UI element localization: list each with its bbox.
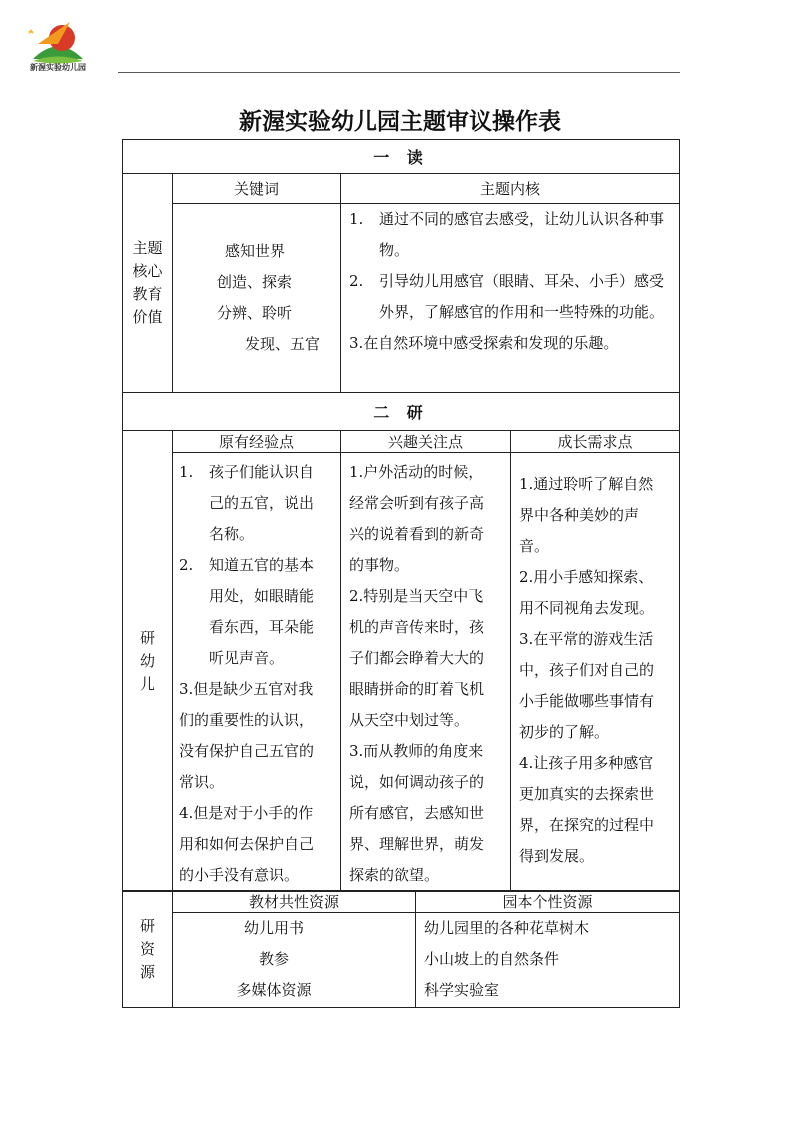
- resource-item: 多媒体资源: [236, 981, 312, 999]
- list-item: 4.但是对于小手的作用和如何去保护自己的小手没有意识。: [179, 804, 315, 884]
- logo-name: 新渥实验幼儿园: [30, 63, 86, 72]
- core-value-label: 主题核心教育价值: [123, 174, 173, 393]
- keywords-header: 关键词: [173, 174, 341, 204]
- list-item: 3.在自然环境中感受探索和发现的乐趣。: [349, 334, 619, 352]
- common-resources-header: 教材共性资源: [173, 891, 416, 913]
- list-item: 2. 知道五官的基本用处，如眼睛能看东西，耳朵能听见声音。: [179, 556, 315, 667]
- list-item: 4.让孩子用多种感官更加真实的去探索世界，在探究的过程中得到发展。: [519, 754, 655, 865]
- resource-item: 幼儿园里的各种花草树木: [424, 919, 590, 937]
- list-item: 1. 通过不同的感官去感受，让幼儿认识各种事物。: [349, 210, 665, 259]
- list-item: 2.用小手感知探索、用不同视角去发现。: [519, 568, 655, 617]
- interest-header: 兴趣关注点: [341, 431, 511, 453]
- growth-needs-cell: [511, 453, 680, 892]
- list-item: 3.但是缺少五官对我们的重要性的认识，没有保护自己五官的常识。: [179, 680, 315, 791]
- page-title: 新渥实验幼儿园主题审议操作表: [239, 108, 561, 135]
- local-resources-cell: [416, 913, 680, 1008]
- list-item: 3.在平常的游戏生活中，孩子们对自己的小手能做哪些事情有初步的了解。: [519, 630, 655, 741]
- list-item: 2.特别是当天空中飞机的声音传来时，孩子们都会睁着大大的眼睛拼命的盯着飞机从天空中划过等。: [349, 587, 485, 729]
- resource-item: 科学实验室: [424, 981, 500, 999]
- section-read-heading: 一 读: [123, 140, 680, 174]
- theme-core-header: 主题内核: [341, 174, 680, 204]
- section-read-table: [122, 139, 680, 393]
- list-item: 2. 引导幼儿用感官（眼睛、耳朵、小手）感受外界，了解感官的作用和一些特殊的功能。: [349, 272, 665, 321]
- local-resources-header: 园本个性资源: [416, 891, 680, 913]
- list-item: 1.户外活动的时候，经常会听到有孩子高兴的说着看到的新奇的事物。: [349, 463, 485, 574]
- prior-experience-header: 原有经验点: [173, 431, 341, 453]
- section-study-heading: 二 研: [123, 393, 680, 431]
- study-resources-label: 研资源: [123, 891, 173, 1008]
- list-item: 1.通过聆听了解自然界中各种美妙的声音。: [519, 475, 654, 555]
- keyword: 发现、五官: [245, 335, 321, 353]
- growth-needs-header: 成长需求点: [511, 431, 680, 453]
- theme-core-cell: [341, 204, 680, 393]
- keyword: 分辨、聆听: [217, 304, 293, 322]
- keywords-cell: [173, 204, 341, 393]
- resource-item: 幼儿用书: [243, 919, 304, 937]
- section-resources-table: [122, 890, 680, 1008]
- list-item: 3.而从教师的角度来说，如何调动孩子的所有感官，去感知世界、理解世界，萌发探索的欲望。: [349, 742, 485, 884]
- resource-item: 教参: [258, 950, 289, 968]
- common-resources-cell: [173, 913, 416, 1008]
- study-children-label: 研幼儿: [123, 431, 173, 892]
- prior-experience-cell: [173, 453, 341, 892]
- list-item: 1. 孩子们能认识自己的五官，说出名称。: [179, 463, 315, 543]
- interest-cell: [341, 453, 511, 892]
- header-divider: [118, 72, 680, 73]
- keyword: 感知世界: [225, 242, 286, 260]
- section-study-table: [122, 392, 680, 892]
- resource-item: 小山坡上的自然条件: [424, 950, 560, 968]
- keyword: 创造、探索: [217, 273, 293, 291]
